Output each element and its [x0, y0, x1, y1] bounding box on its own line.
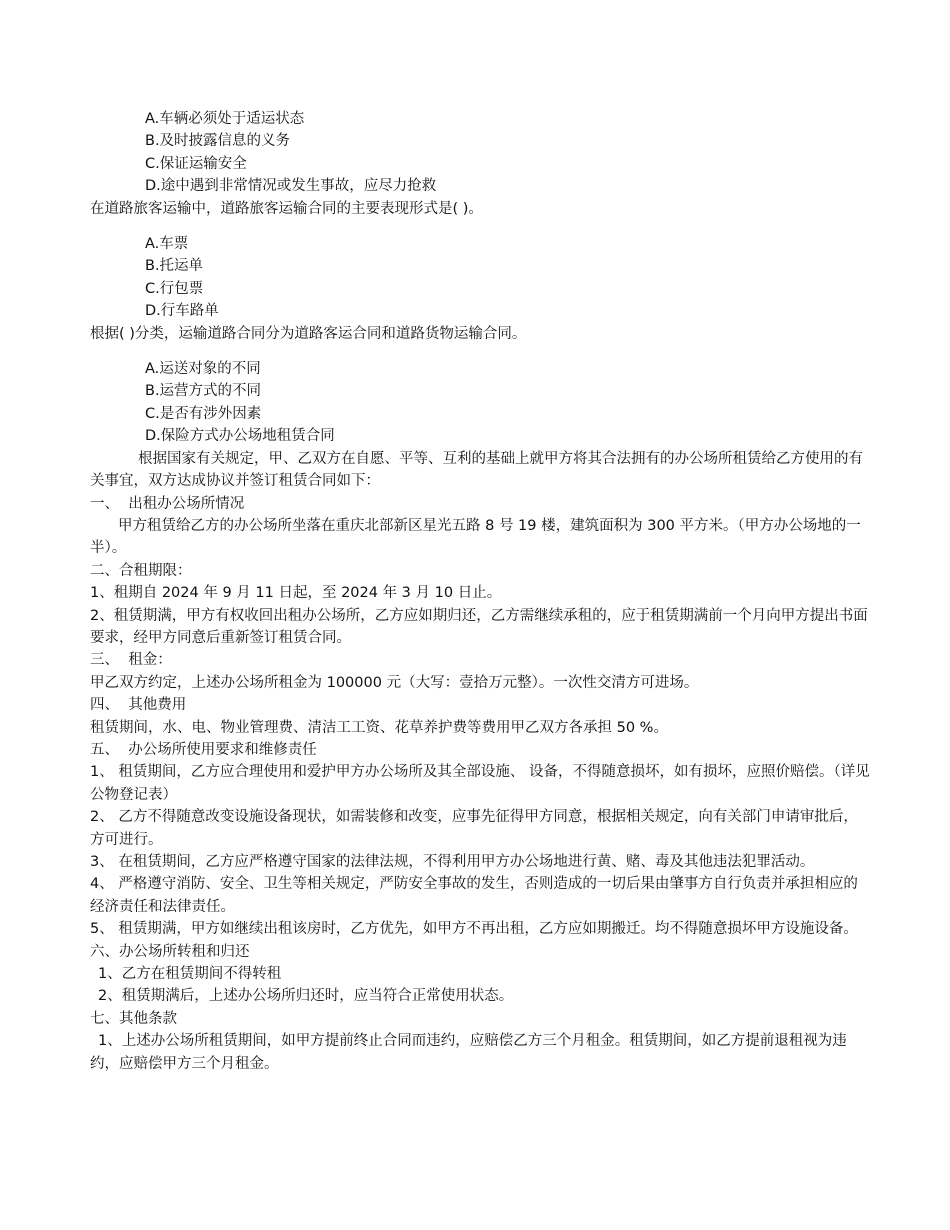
q3-question: 根据( )分类，运输道路合同分为道路客运合同和道路货物运输合同。 — [90, 325, 527, 342]
q2-option-a: A.车票 — [145, 236, 189, 253]
q3-option-d: D.保险方式办公场地租赁合同 — [145, 428, 335, 445]
section-5-item-4: 4、 严格遵守消防、安全、卫生等相关规定，严防安全事故的发生，否则造成的一切后果由肇事方自行负责并承担相应的经济责任和法律责任。 — [90, 876, 858, 915]
section-5-item-3: 3、 在租赁期间，乙方应严格遵守国家的法律法规，不得利用甲方办公场地进行黄、赌、毒及其他违法犯罪活动。 — [90, 854, 815, 870]
q3-option-a: A.运送对象的不同 — [145, 361, 261, 378]
section-2-item-1: 1、租期自 2024 年 9 月 11 日起，至 2024 年 3 月 10 日止。 — [90, 585, 502, 602]
section-6-title: 六、办公场所转租和归还 — [90, 943, 250, 960]
q1-option-b: B.及时披露信息的义务 — [145, 133, 291, 150]
section-2-item-2: 2、租赁期满，甲方有权收回出租办公场所，乙方应如期归还，乙方需继续承租的，应于租赁期满前一个月向甲方提出书面要求，经甲方同意后重新签订租赁合同。 — [90, 607, 868, 646]
section-1-body: 甲方租赁给乙方的办公场所坐落在重庆北部新区星光五路 8 号 19 楼，建筑面积为 300 平方米。（甲方办公场地的一半）。 — [90, 517, 861, 557]
spacer — [90, 220, 870, 233]
section-1-title: 一、 出租办公场所情况 — [90, 495, 245, 512]
section-2-title: 二、合租期限： — [90, 562, 192, 579]
q1-option-d: D.途中遇到非常情况或发生事故，应尽力抢救 — [145, 178, 437, 195]
q2-question: 在道路旅客运输中，道路旅客运输合同的主要表现形式是( )。 — [90, 200, 483, 217]
section-6-item-1: 1、乙方在租赁期间不得转租 — [98, 966, 282, 983]
q1-option-a: A.车辆必须处于适运状态 — [145, 111, 305, 127]
section-7-title: 七、其他条款 — [90, 1010, 177, 1027]
contract-preamble: 根据国家有关规定，甲、乙双方在自愿、平等、互利的基础上就甲方将其合法拥有的办公场所租赁给乙方使用的有关事宜，双方达成协议并签订租赁合同如下： — [90, 450, 863, 490]
section-3-body: 甲乙双方约定，上述办公场所租金为 100000 元（大写：壹拾万元整）。一次性交清方可进场。 — [90, 674, 699, 691]
section-3-title: 三、 租金： — [90, 652, 172, 669]
section-4-body: 租赁期间，水、电、物业管理费、清洁工工资、花草养护费等费用甲乙双方各承担 50 %。 — [90, 719, 668, 736]
section-5-title: 五、 办公场所使用要求和维修责任 — [90, 741, 317, 758]
q2-option-b: B.托运单 — [145, 258, 204, 275]
section-5-item-5: 5、 租赁期满，甲方如继续出租该房时，乙方优先，如甲方不再出租，乙方应如期搬迁。均不得随意损坏甲方设施设备。 — [90, 921, 858, 938]
section-5-item-1: 1、 租赁期间，乙方应合理使用和爱护甲方办公场所及其全部设施、 设备，不得随意损坏，如有损坏，应照价赔偿。（详见公物登记表） — [90, 764, 870, 803]
q2-option-c: C.行包票 — [145, 280, 204, 297]
q3-option-b: B.运营方式的不同 — [145, 383, 262, 400]
q1-option-c: C.保证运输安全 — [145, 155, 247, 172]
document-body — [90, 108, 870, 1075]
q2-option-d: D.行车路单 — [145, 303, 219, 320]
section-4-title: 四、 其他费用 — [90, 697, 187, 714]
spacer — [90, 345, 870, 358]
section-6-item-2: 2、租赁期满后，上述办公场所归还时，应当符合正常使用状态。 — [98, 988, 514, 1005]
q3-option-c: C.是否有涉外因素 — [145, 405, 262, 422]
section-5-item-2: 2、 乙方不得随意改变设施设备现状，如需装修和改变，应事先征得甲方同意，根据相关规定，向有关部门申请审批后，方可进行。 — [90, 809, 858, 848]
section-7-item-1: 1、上述办公场所租赁期间，如甲方提前终止合同而违约，应赔偿乙方三个月租金。租赁期间，如乙方提前退租视为违约，应赔偿甲方三个月租金。 — [90, 1033, 847, 1072]
